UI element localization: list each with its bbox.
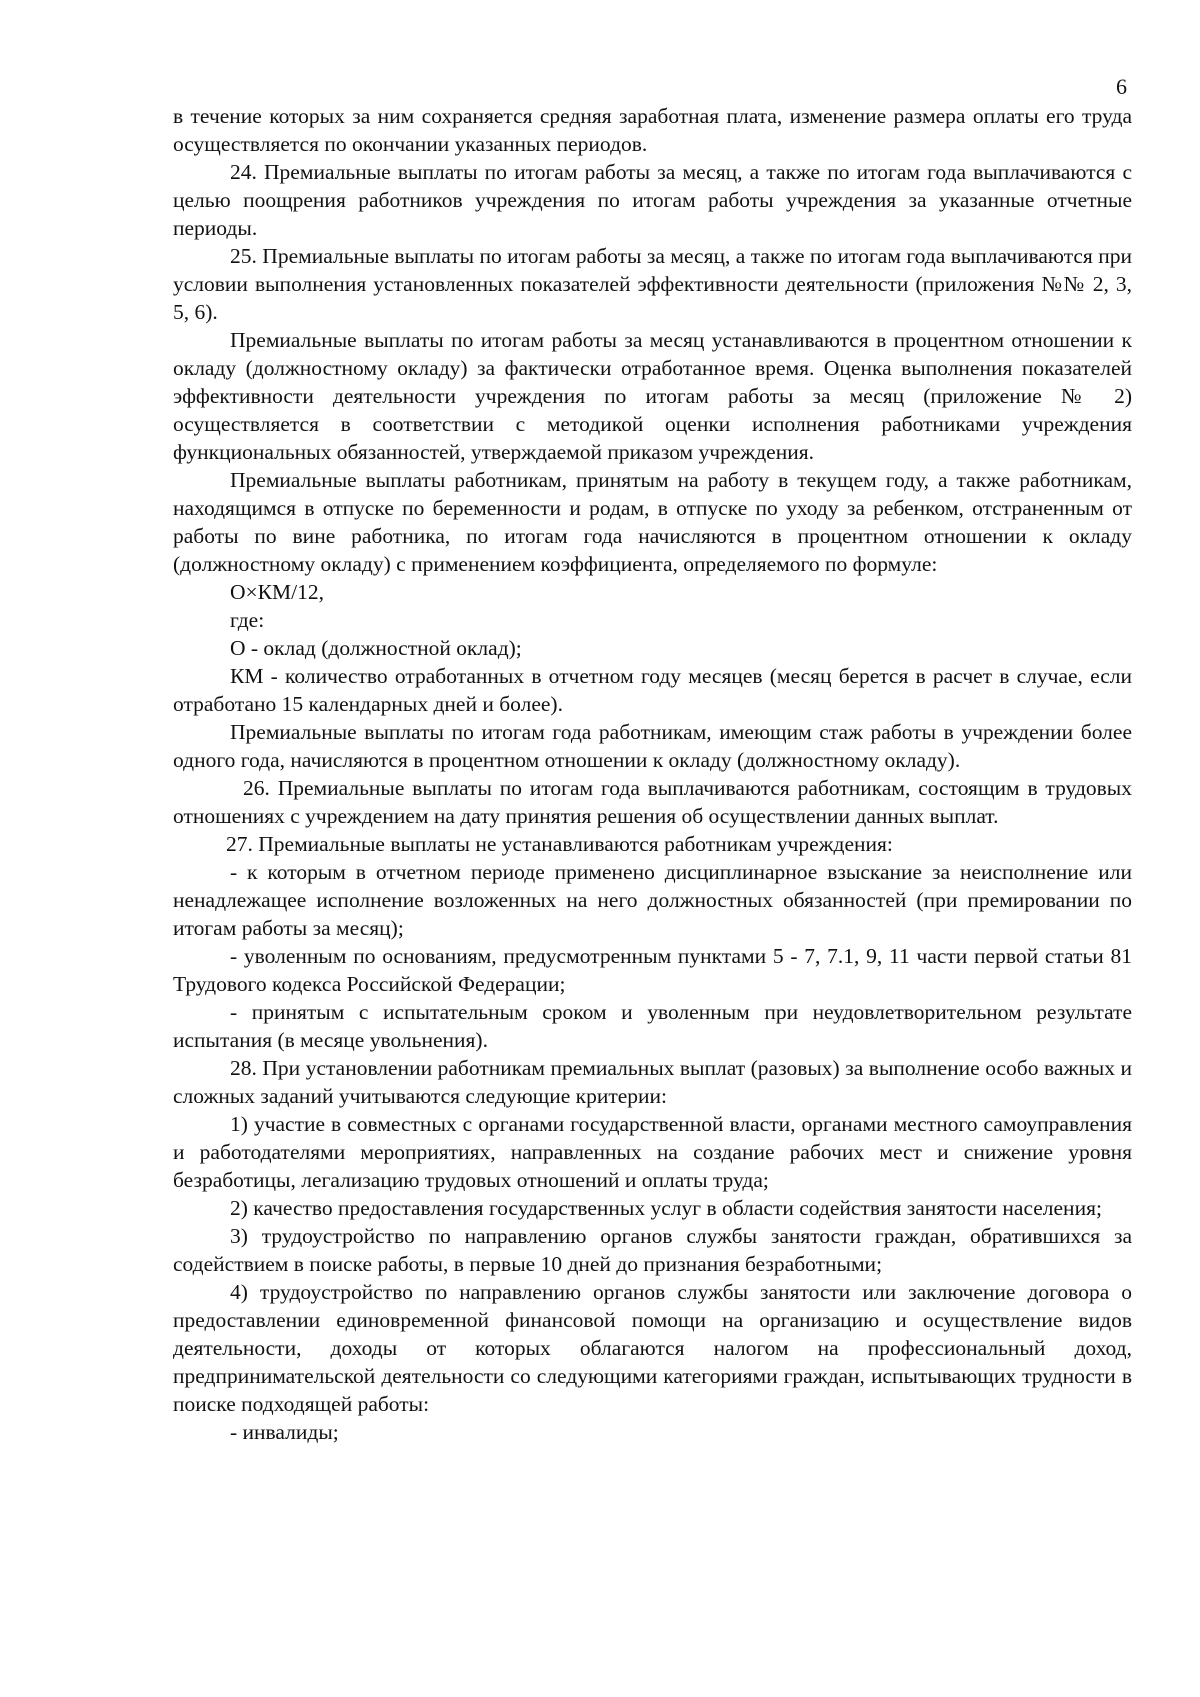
salary-definition: О - оклад (должностной оклад); — [230, 636, 522, 660]
document-body — [173, 102, 1132, 1446]
where-line: где: — [230, 608, 265, 632]
page-number: 6 — [1116, 74, 1127, 99]
disciplinary-bullet: - к которым в отчетном периоде применено дисциплинарное взыскание за неисполнение или ненадлежащее исполнение возложенных на него должностных обязанностей (при премировании по итогам работы за месяц); — [173, 860, 1132, 940]
criterion-4: 4) трудоустройство по направлению органов службы занятости или заключение договора о предоставлении единовременной финансовой помощи на организацию и осуществление видов деятельности, доходы от которых облагаются налогом на профессиональный доход, предпринимательской деятельности со следующими категориями граждан, испытывающих трудности в поиске подходящей работы: — [173, 1280, 1132, 1416]
clause-24-paragraph: 24. Премиальные выплаты по итогам работы за месяц, а также по итогам года выплачиваются с целью поощрения работников учреждения по итогам работы учреждения за указанные отчетные периоды. — [173, 160, 1132, 240]
clause-27-paragraph: 27. Премиальные выплаты не устанавливаются работникам учреждения: — [226, 832, 893, 856]
monthly-bonus-paragraph: Премиальные выплаты по итогам работы за месяц устанавливаются в процентном отношении к окладу (должностному окладу) за фактически отработанное время. Оценка выполнения показателей эффективности деятельности учреждения по итогам работы за месяц (приложение № 2) осуществляется в соответствии с методикой оценки исполнения работниками учреждения функциональных обязанностей, утверждаемой приказом учреждения. — [173, 328, 1132, 464]
criterion-1: 1) участие в совместных с органами государственной власти, органами местного самоуправления и работодателями мероприятиях, направленных на создание рабочих мест и снижение уровня безработицы, легализацию трудовых отношений и оплаты труда; — [173, 1112, 1132, 1192]
clause-26-paragraph: 26. Премиальные выплаты по итогам года выплачиваются работникам, состоящим в трудовых отношениях с учреждением на дату принятия решения об осуществлении данных выплат. — [173, 776, 1132, 828]
coefficient-paragraph: Премиальные выплаты работникам, принятым на работу в текущем году, а также работникам, находящимся в отпуске по беременности и родам, в отпуске по уходу за ребенком, отстраненным от работы по вине работника, по итогам года начисляются в процентном отношении к окладу (должностному окладу) с применением коэффициента, определяемого по формуле: — [173, 468, 1132, 576]
criterion-2: 2) качество предоставления государственных услуг в области содействия занятости населения; — [230, 1196, 1102, 1220]
criterion-3: 3) трудоустройство по направлению органов службы занятости граждан, обратившихся за содействием в поиске работы, в первые 10 дней до признания безработными; — [173, 1224, 1132, 1276]
probation-bullet: - принятым с испытательным сроком и уволенным при неудовлетворительном результате испытания (в месяце увольнения). — [173, 1000, 1132, 1052]
clause-28-paragraph: 28. При установлении работникам премиальных выплат (разовых) за выполнение особо важных и сложных заданий учитываются следующие критерии: — [173, 1056, 1132, 1108]
dismissed-bullet: - уволенным по основаниям, предусмотренным пунктами 5 - 7, 7.1, 9, 11 части первой статьи 81 Трудового кодекса Российской Федерации; — [173, 944, 1132, 996]
months-definition: КМ - количество отработанных в отчетном году месяцев (месяц берется в расчет в случае, если отработано 15 календарных дней и более). — [173, 664, 1132, 716]
clause-25-paragraph: 25. Премиальные выплаты по итогам работы за месяц, а также по итогам года выплачиваются при условии выполнения установленных показателей эффективности деятельности (приложения №№ 2, 3, 5, 6). — [173, 244, 1132, 324]
year-bonus-paragraph: Премиальные выплаты по итогам года работникам, имеющим стаж работы в учреждении более одного года, начисляются в процентном отношении к окладу (должностному окладу). — [173, 720, 1132, 772]
continuation-paragraph: в течение которых за ним сохраняется средняя заработная плата, изменение размера оплаты его труда осуществляется по окончании указанных периодов. — [173, 104, 1132, 156]
disabled-bullet: - инвалиды; — [230, 1420, 339, 1444]
formula-line: О×КМ/12, — [230, 580, 324, 604]
